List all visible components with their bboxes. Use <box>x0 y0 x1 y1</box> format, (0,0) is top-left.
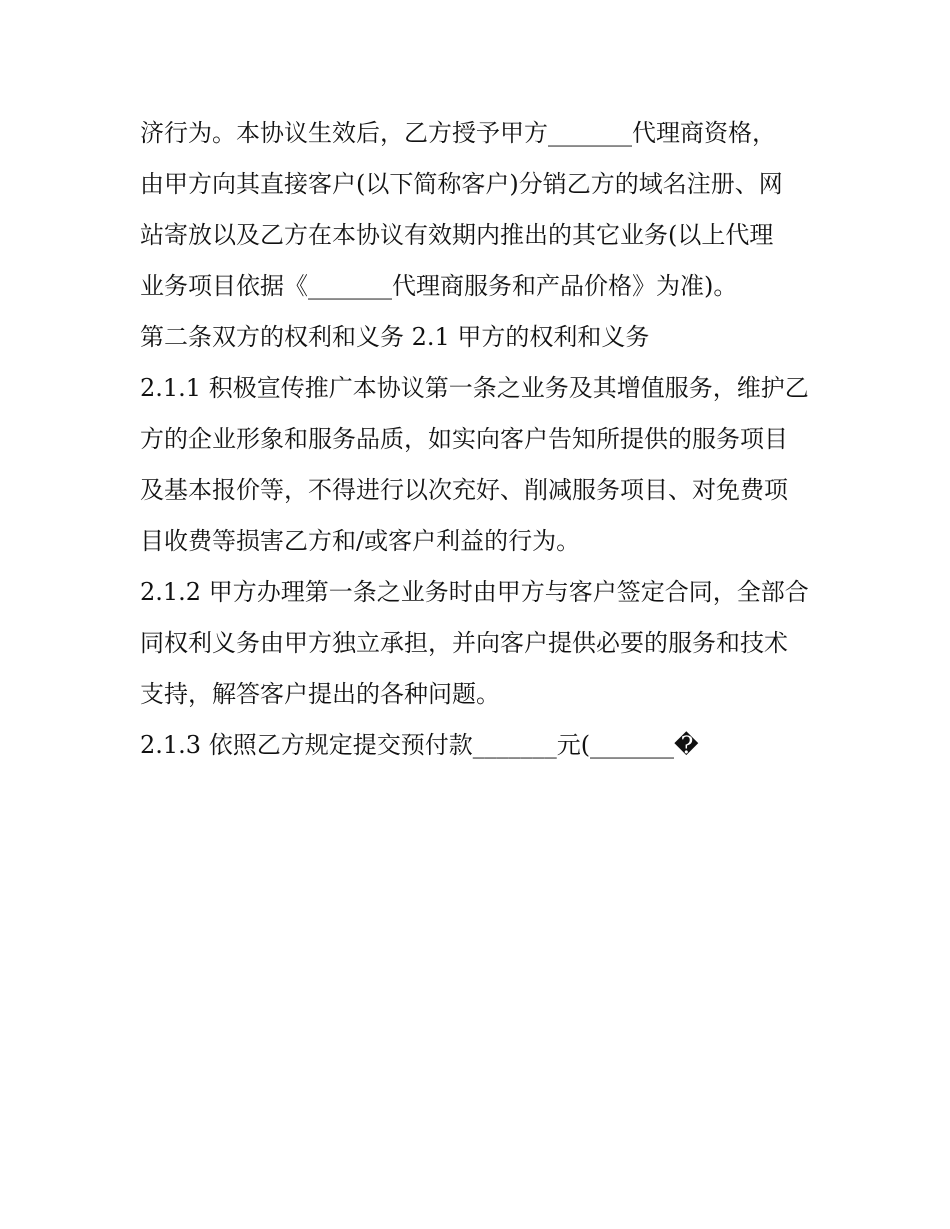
clause-2-1-2-line: 2.1.2 甲方办理第一条之业务时由甲方与客户签定合同，全部合 <box>140 578 809 606</box>
document-body <box>140 108 820 771</box>
text-line: 由甲方向其直接客户(以下简称客户)分销乙方的域名注册、网 <box>140 170 783 198</box>
text-line: 济行为。本协议生效后，乙方授予甲方_______代理商资格， <box>140 119 776 147</box>
text-line: 方的企业形象和服务品质，如实向客户告知所提供的服务项目 <box>140 425 788 453</box>
text-line: 业务项目依据《_______代理商服务和产品价格》为准)。 <box>140 272 738 300</box>
text-line: 同权利义务由甲方独立承担，并向客户提供必要的服务和技术 <box>140 629 788 657</box>
clause-2-1-1-line: 2.1.1 积极宣传推广本协议第一条之业务及其增值服务，维护乙 <box>140 374 809 402</box>
text-line: 站寄放以及乙方在本协议有效期内推出的其它业务(以上代理 <box>140 221 774 249</box>
text-line: 目收费等损害乙方和/或客户利益的行为。 <box>140 527 581 555</box>
section-heading-line: 第二条双方的权利和义务 2.1 甲方的权利和义务 <box>140 323 650 351</box>
text-line: 支持，解答客户提出的各种问题。 <box>140 680 500 708</box>
text-line: 及基本报价等，不得进行以次充好、削减服务项目、对免费项 <box>140 476 788 504</box>
clause-2-1-3-line: 2.1.3 依照乙方规定提交预付款_______元(_______� <box>140 731 699 759</box>
